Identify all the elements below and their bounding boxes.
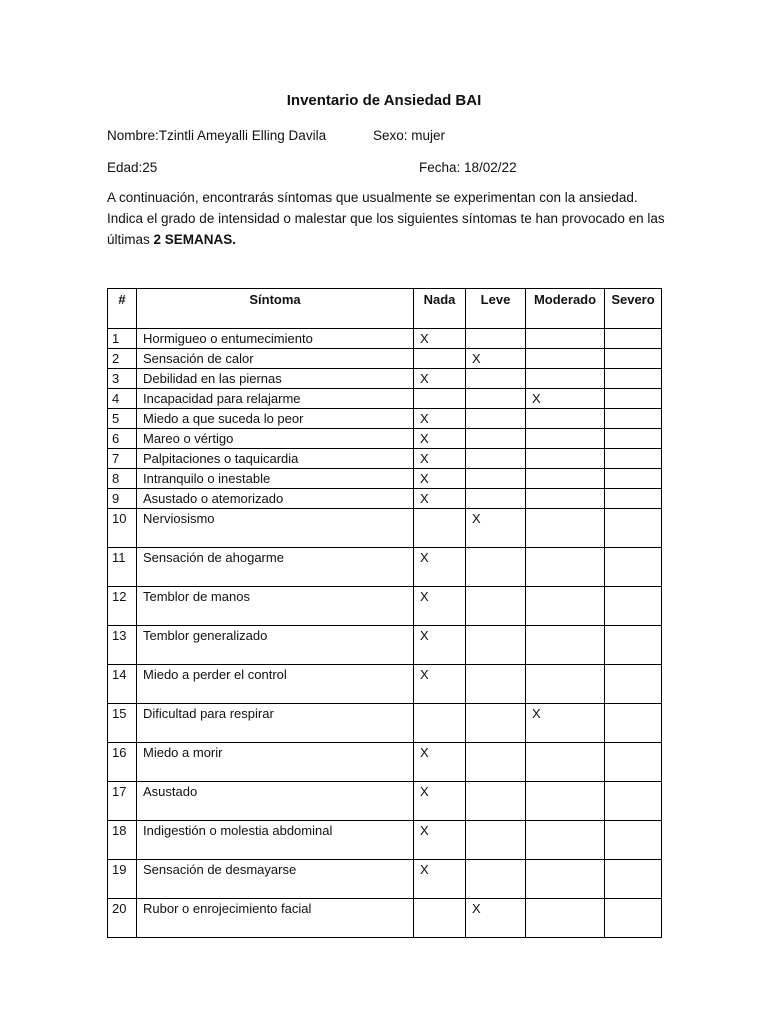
row-leve-cell xyxy=(466,743,526,782)
table-header-row xyxy=(108,289,662,329)
row-leve-cell xyxy=(466,429,526,449)
table-row xyxy=(108,389,662,409)
row-nada-cell: X xyxy=(414,429,466,449)
row-severo-cell xyxy=(605,782,662,821)
row-severo-cell xyxy=(605,509,662,548)
date-field: Fecha: 18/02/22 xyxy=(419,160,517,175)
row-severo-cell xyxy=(605,587,662,626)
table-row xyxy=(108,369,662,389)
row-number: 2 xyxy=(108,349,137,369)
header-nada: Nada xyxy=(414,289,466,329)
row-severo-cell xyxy=(605,469,662,489)
row-moderado-cell xyxy=(526,349,605,369)
row-leve-cell xyxy=(466,860,526,899)
row-nada-cell: X xyxy=(414,782,466,821)
row-leve-cell xyxy=(466,665,526,704)
row-nada-cell: X xyxy=(414,449,466,469)
row-severo-cell xyxy=(605,548,662,587)
row-symptom: Debilidad en las piernas xyxy=(137,369,414,389)
row-leve-cell xyxy=(466,469,526,489)
row-leve-cell: X xyxy=(466,349,526,369)
row-moderado-cell: X xyxy=(526,389,605,409)
row-moderado-cell xyxy=(526,899,605,938)
row-moderado-cell xyxy=(526,509,605,548)
header-leve: Leve xyxy=(466,289,526,329)
table-row xyxy=(108,665,662,704)
row-symptom: Temblor generalizado xyxy=(137,626,414,665)
header-moderado: Moderado xyxy=(526,289,605,329)
row-number: 8 xyxy=(108,469,137,489)
row-nada-cell: X xyxy=(414,821,466,860)
table-row xyxy=(108,587,662,626)
table-row xyxy=(108,509,662,548)
row-moderado-cell xyxy=(526,587,605,626)
row-severo-cell xyxy=(605,389,662,409)
row-nada-cell: X xyxy=(414,587,466,626)
table-row xyxy=(108,860,662,899)
row-symptom: Asustado xyxy=(137,782,414,821)
row-severo-cell xyxy=(605,665,662,704)
row-symptom: Miedo a perder el control xyxy=(137,665,414,704)
table-row xyxy=(108,821,662,860)
row-symptom: Hormigueo o entumecimiento xyxy=(137,329,414,349)
row-symptom: Dificultad para respirar xyxy=(137,704,414,743)
row-leve-cell xyxy=(466,626,526,665)
row-number: 9 xyxy=(108,489,137,509)
row-symptom: Sensación de calor xyxy=(137,349,414,369)
row-leve-cell: X xyxy=(466,899,526,938)
row-number: 3 xyxy=(108,369,137,389)
row-number: 6 xyxy=(108,429,137,449)
row-nada-cell: X xyxy=(414,409,466,429)
table-row xyxy=(108,429,662,449)
row-nada-cell: X xyxy=(414,665,466,704)
row-leve-cell: X xyxy=(466,509,526,548)
row-moderado-cell xyxy=(526,409,605,429)
instructions-period: 2 SEMANAS. xyxy=(153,232,237,247)
row-nada-cell: X xyxy=(414,743,466,782)
row-number: 19 xyxy=(108,860,137,899)
row-nada-cell: X xyxy=(414,489,466,509)
name-field: Nombre:Tzintli Ameyalli Elling Davila xyxy=(107,128,327,143)
table-row xyxy=(108,704,662,743)
row-nada-cell xyxy=(414,389,466,409)
row-symptom: Sensación de desmayarse xyxy=(137,860,414,899)
row-number: 7 xyxy=(108,449,137,469)
row-nada-cell: X xyxy=(414,860,466,899)
row-nada-cell: X xyxy=(414,329,466,349)
row-nada-cell xyxy=(414,509,466,548)
row-number: 20 xyxy=(108,899,137,938)
row-moderado-cell xyxy=(526,665,605,704)
row-leve-cell xyxy=(466,369,526,389)
row-nada-cell: X xyxy=(414,369,466,389)
table-row xyxy=(108,782,662,821)
row-severo-cell xyxy=(605,349,662,369)
row-number: 18 xyxy=(108,821,137,860)
row-severo-cell xyxy=(605,369,662,389)
row-severo-cell xyxy=(605,821,662,860)
instructions-text: A continuación, encontrarás síntomas que usualmente se experimentan con la ansiedad. Indica el grado de intensidad o malestar que los siguientes síntomas te han provocado en las últimas xyxy=(107,190,665,247)
row-nada-cell: X xyxy=(414,626,466,665)
row-leve-cell xyxy=(466,329,526,349)
table-row xyxy=(108,626,662,665)
row-number: 4 xyxy=(108,389,137,409)
row-number: 10 xyxy=(108,509,137,548)
row-number: 15 xyxy=(108,704,137,743)
row-number: 17 xyxy=(108,782,137,821)
row-number: 12 xyxy=(108,587,137,626)
row-severo-cell xyxy=(605,704,662,743)
row-symptom: Incapacidad para relajarme xyxy=(137,389,414,409)
row-leve-cell xyxy=(466,409,526,429)
row-number: 1 xyxy=(108,329,137,349)
table-row xyxy=(108,489,662,509)
row-symptom: Mareo o vértigo xyxy=(137,429,414,449)
row-severo-cell xyxy=(605,329,662,349)
row-moderado-cell xyxy=(526,548,605,587)
instructions-paragraph xyxy=(107,187,667,250)
table-row xyxy=(108,349,662,369)
row-leve-cell xyxy=(466,548,526,587)
row-moderado-cell xyxy=(526,329,605,349)
row-severo-cell xyxy=(605,449,662,469)
age-field: Edad:25 xyxy=(107,160,158,175)
row-symptom: Temblor de manos xyxy=(137,587,414,626)
table-row xyxy=(108,449,662,469)
table-row xyxy=(108,409,662,429)
header-number: # xyxy=(108,289,137,329)
symptom-table xyxy=(107,288,662,938)
row-moderado-cell: X xyxy=(526,704,605,743)
row-leve-cell xyxy=(466,821,526,860)
row-severo-cell xyxy=(605,899,662,938)
row-moderado-cell xyxy=(526,489,605,509)
row-severo-cell xyxy=(605,409,662,429)
row-leve-cell xyxy=(466,489,526,509)
row-leve-cell xyxy=(466,782,526,821)
table-row xyxy=(108,899,662,938)
row-number: 16 xyxy=(108,743,137,782)
row-leve-cell xyxy=(466,449,526,469)
table-row xyxy=(108,329,662,349)
row-number: 5 xyxy=(108,409,137,429)
row-moderado-cell xyxy=(526,429,605,449)
table-row xyxy=(108,548,662,587)
row-moderado-cell xyxy=(526,743,605,782)
row-nada-cell: X xyxy=(414,548,466,587)
sex-field: Sexo: mujer xyxy=(373,128,446,143)
row-severo-cell xyxy=(605,626,662,665)
row-moderado-cell xyxy=(526,821,605,860)
row-nada-cell xyxy=(414,704,466,743)
row-moderado-cell xyxy=(526,782,605,821)
row-symptom: Miedo a morir xyxy=(137,743,414,782)
row-leve-cell xyxy=(466,704,526,743)
row-symptom: Indigestión o molestia abdominal xyxy=(137,821,414,860)
row-number: 14 xyxy=(108,665,137,704)
row-severo-cell xyxy=(605,860,662,899)
row-moderado-cell xyxy=(526,449,605,469)
row-symptom: Nerviosismo xyxy=(137,509,414,548)
row-leve-cell xyxy=(466,587,526,626)
row-number: 13 xyxy=(108,626,137,665)
row-number: 11 xyxy=(108,548,137,587)
row-leve-cell xyxy=(466,389,526,409)
document-title: Inventario de Ansiedad BAI xyxy=(286,92,482,109)
row-symptom: Asustado o atemorizado xyxy=(137,489,414,509)
row-moderado-cell xyxy=(526,469,605,489)
row-moderado-cell xyxy=(526,626,605,665)
row-symptom: Sensación de ahogarme xyxy=(137,548,414,587)
row-symptom: Miedo a que suceda lo peor xyxy=(137,409,414,429)
row-moderado-cell xyxy=(526,860,605,899)
table-row xyxy=(108,743,662,782)
row-symptom: Intranquilo o inestable xyxy=(137,469,414,489)
row-nada-cell xyxy=(414,899,466,938)
row-symptom: Palpitaciones o taquicardia xyxy=(137,449,414,469)
table-row xyxy=(108,469,662,489)
row-severo-cell xyxy=(605,489,662,509)
row-nada-cell: X xyxy=(414,469,466,489)
row-severo-cell xyxy=(605,743,662,782)
row-moderado-cell xyxy=(526,369,605,389)
row-nada-cell xyxy=(414,349,466,369)
header-severo: Severo xyxy=(605,289,662,329)
header-symptom: Síntoma xyxy=(137,289,414,329)
row-severo-cell xyxy=(605,429,662,449)
row-symptom: Rubor o enrojecimiento facial xyxy=(137,899,414,938)
